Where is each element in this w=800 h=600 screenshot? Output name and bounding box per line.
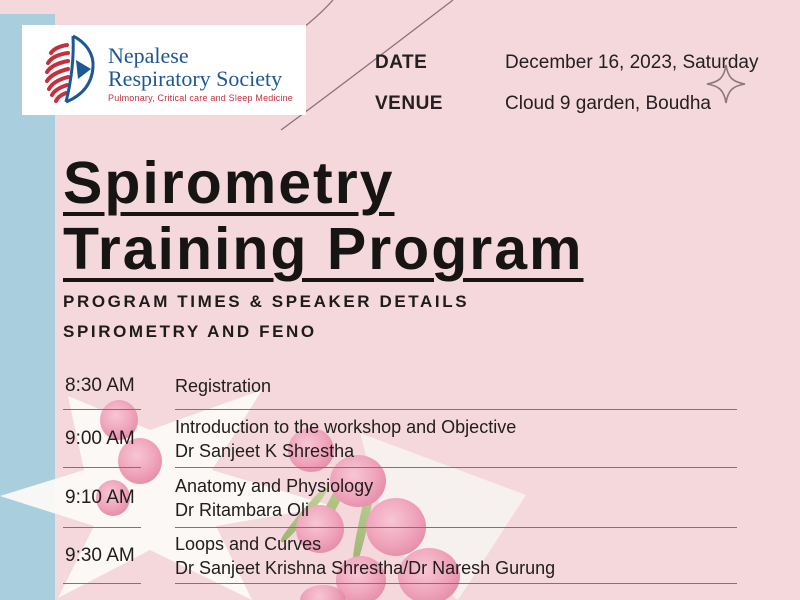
event-meta (375, 52, 759, 134)
session-time: 9:00 AM (65, 428, 135, 449)
session-time: 8:30 AM (65, 375, 135, 396)
venue-row (375, 93, 759, 115)
session-title: Anatomy and Physiology (175, 476, 374, 496)
logo-name-line1: Nepalese (108, 42, 189, 68)
venue-label: VENUE (375, 93, 443, 114)
session-title: Introduction to the workshop and Objective (175, 417, 517, 437)
session-content (175, 532, 740, 580)
venue-value: Cloud 9 garden, Boudha (505, 93, 711, 114)
logo-name-line2: Respiratory Society (108, 65, 283, 91)
session-time: 9:30 AM (65, 545, 135, 566)
logo (22, 25, 306, 115)
session-content (175, 415, 740, 463)
session-speaker: Dr Sanjeet K Shrestha (175, 441, 355, 461)
session-title: Registration (175, 376, 272, 396)
row-divider (63, 583, 141, 584)
logo-tagline: Pulmonary, Critical care and Sleep Medicine (108, 92, 294, 103)
lungs-icon (38, 32, 100, 108)
session-title: Loops and Curves (175, 534, 322, 554)
page-title-line1: Spirometry (63, 150, 395, 216)
session-time: 9:10 AM (65, 487, 135, 508)
table-row (0, 362, 800, 410)
date-value: December 16, 2023, Saturday (505, 52, 759, 73)
date-row (375, 52, 759, 74)
row-divider (175, 583, 737, 584)
table-row (0, 468, 800, 528)
session-speaker: Dr Sanjeet Krishna Shrestha/Dr Naresh Gurung (175, 558, 556, 578)
page-title-line2: Training Program (63, 216, 584, 282)
session-content (175, 374, 740, 398)
session-speaker: Dr Ritambara Oli (175, 500, 310, 520)
subtitle-spirometry-feno: SPIROMETRY AND FENO (63, 322, 317, 341)
session-content (175, 474, 740, 522)
page-title (63, 150, 583, 282)
subtitle-program-times: PROGRAM TIMES & SPEAKER DETAILS (63, 292, 470, 311)
date-label: DATE (375, 52, 428, 73)
table-row (0, 410, 800, 468)
schedule-table (0, 362, 800, 584)
table-row (0, 528, 800, 584)
